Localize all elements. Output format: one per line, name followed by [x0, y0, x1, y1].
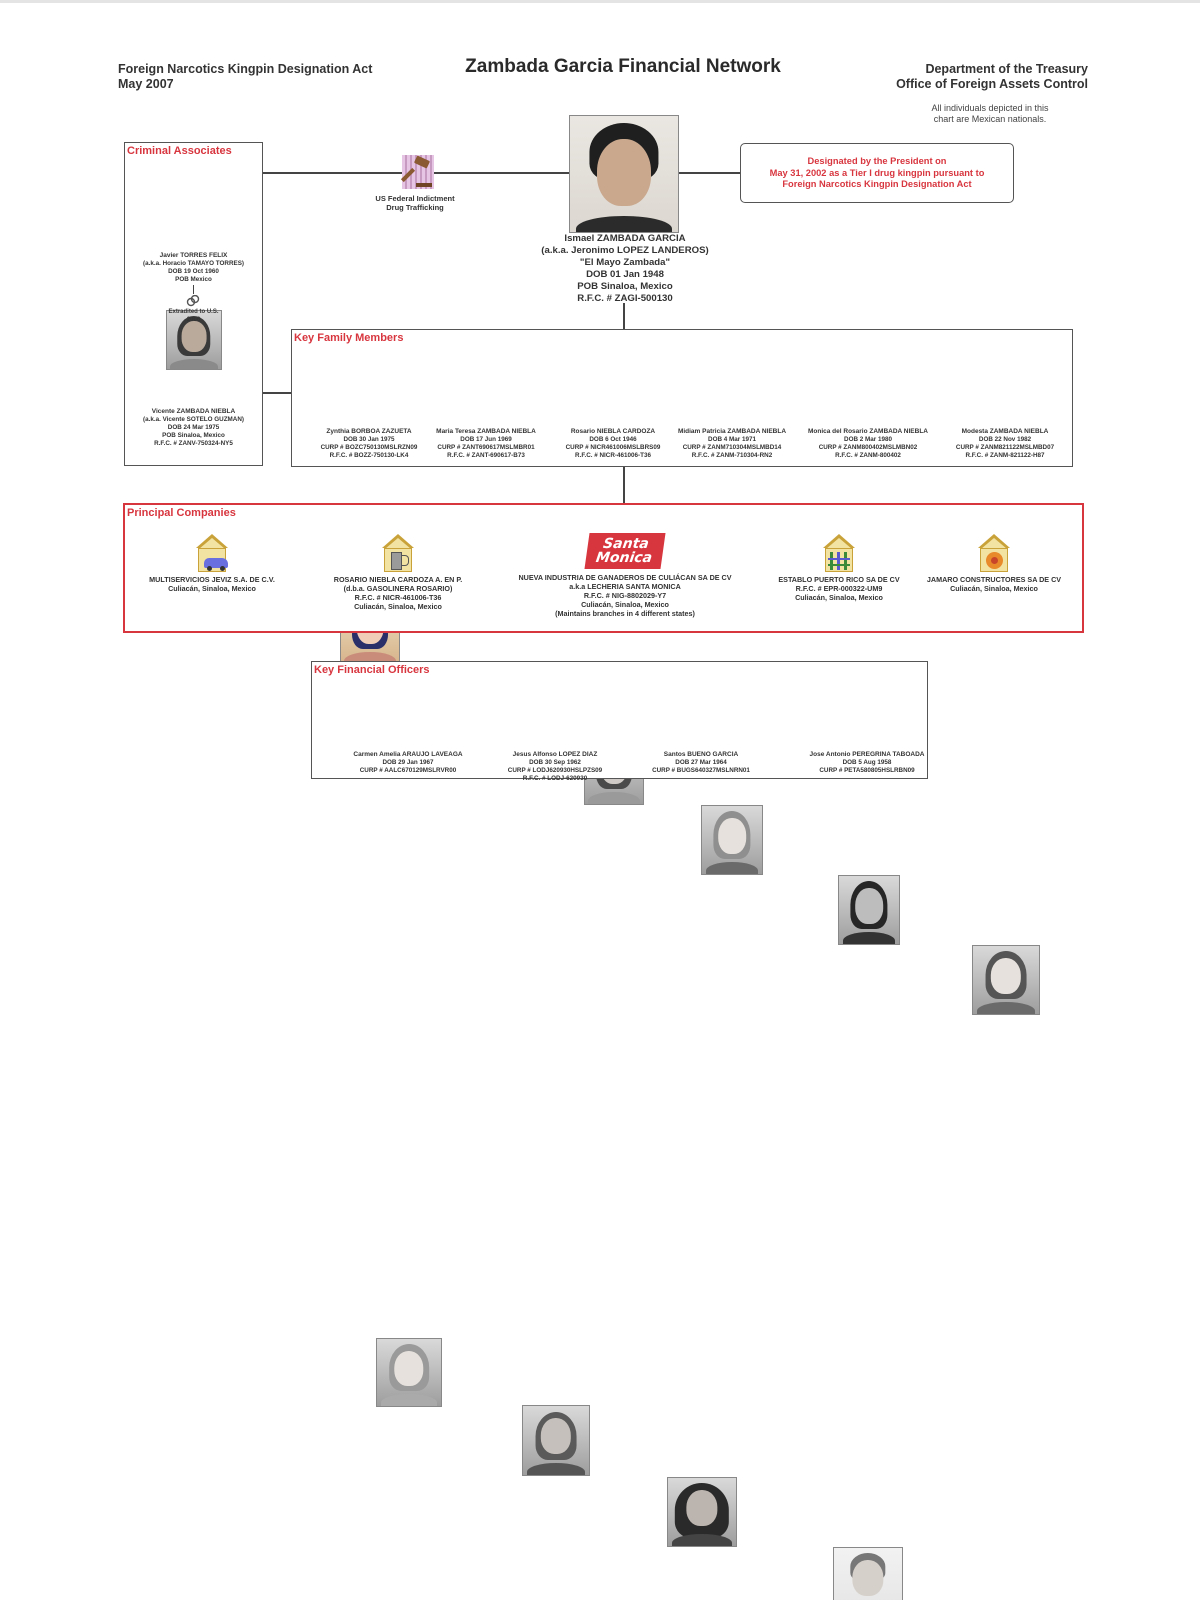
companies-section-label: Principal Companies	[127, 507, 236, 519]
santa-monica-logo	[584, 533, 665, 569]
family-member-dob: DOB 17 Jun 1969	[460, 436, 512, 443]
connector-main-to-designation	[678, 172, 740, 174]
company-name: ROSARIO NIEBLA CARDOZA A. EN P.	[333, 575, 463, 584]
company-rfc: R.F.C. # NICR-461006-T36	[354, 593, 442, 602]
family-member-rfc: R.F.C. # NICR-461006-T36	[575, 452, 651, 459]
family-member-card	[943, 428, 1067, 460]
indictment-line1: US Federal Indictment	[375, 194, 455, 203]
company-card	[316, 534, 480, 611]
associate-name: Vicente ZAMBADA NIEBLA	[151, 408, 236, 415]
main-person-name: Ismael ZAMBADA GARCIA	[564, 233, 686, 244]
extradition-year: 2006	[186, 317, 201, 323]
associate-dob: DOB 24 Mar 1975	[167, 424, 220, 431]
act-name: Foreign Narcotics Kingpin Designation Act	[118, 62, 373, 76]
officer-name: Carmen Amelia ARAUJO LAVEAGA	[353, 751, 463, 758]
construction-icon	[978, 534, 1010, 572]
company-card	[768, 534, 910, 602]
officer-card	[636, 751, 766, 775]
designation-box	[740, 143, 1014, 203]
family-member-rfc: R.F.C. # ZANM-800402	[835, 452, 901, 459]
company-location: Culiacán, Sinaloa, Mexico	[168, 584, 256, 593]
logo-line2: Monica	[594, 550, 654, 566]
officer-dob: DOB 27 Mar 1964	[675, 759, 727, 766]
family-member-dob: DOB 2 Mar 1980	[844, 436, 892, 443]
nationality-note	[915, 103, 1065, 125]
officer-dob: DOB 29 Jan 1967	[382, 759, 434, 766]
family-member-curp: CURP # NICR461006MSLBRS09	[565, 444, 661, 451]
designation-line2: May 31, 2002 as a Tier I drug kingpin pursuant to	[769, 167, 985, 178]
family-member-card	[553, 428, 673, 460]
family-member-name: Modesta ZAMBADA NIEBLA	[961, 428, 1049, 435]
company-name: NUEVA INDUSTRIA DE GANADEROS DE CULIÁCAN SA DE CV	[518, 573, 732, 582]
family-member-curp: CURP # ZANM821122MSLMBD07	[955, 444, 1055, 451]
indictment-gavel-icon	[400, 153, 436, 191]
main-person-aka: (a.k.a. Jeronimo LOPEZ LANDEROS)	[541, 245, 709, 256]
family-member-card	[309, 428, 429, 460]
family-member-name: Zynthia BORBOA ZAZUETA	[326, 428, 412, 435]
family-member-rfc: R.F.C. # ZANT-690617-B73	[447, 452, 525, 459]
designation-line3: Foreign Narcotics Kingpin Designation Act	[782, 179, 972, 189]
family-member-photo	[972, 945, 1040, 1015]
officer-dob: DOB 5 Aug 1958	[842, 759, 892, 766]
extradition-line1: Extradited to U.S.	[168, 309, 219, 315]
officer-name: Jesus Alfonso LOPEZ DIAZ	[512, 751, 598, 758]
family-member-dob: DOB 6 Oct 1946	[589, 436, 637, 443]
top-edge	[0, 0, 1200, 3]
officer-photo	[522, 1405, 590, 1476]
family-member-dob: DOB 22 Nov 1982	[978, 436, 1032, 443]
family-member-rfc: R.F.C. # BOZZ-750130-LK4	[329, 452, 409, 459]
company-dba: (d.b.a. GASOLINERA ROSARIO)	[343, 584, 453, 593]
associate-pob: POB Sinaloa, Mexico	[162, 432, 225, 439]
agency-office: Office of Foreign Assets Control	[896, 77, 1088, 91]
associate-extradition-connector	[193, 285, 194, 294]
family-member-card	[803, 428, 933, 460]
company-name: MULTISERVICIOS JEVIZ S.A. DE C.V.	[149, 575, 275, 584]
chart-title: Zambada Garcia Financial Network	[465, 56, 781, 77]
connector-main-to-family	[623, 303, 625, 330]
associate-extradition	[126, 308, 261, 324]
family-section-label: Key Family Members	[294, 332, 404, 344]
associate-card	[126, 252, 261, 284]
officer-photo	[376, 1338, 442, 1407]
company-location: Culiacán, Sinaloa, Mexico	[950, 584, 1038, 593]
associate-card	[126, 408, 261, 448]
agency-department: Department of the Treasury	[925, 62, 1088, 76]
nationality-note-line2: chart are Mexican nationals.	[933, 114, 1047, 124]
associate-aka: (a.k.a. Vicente SOTELO GUZMAN)	[142, 416, 244, 423]
officer-photo	[667, 1477, 737, 1547]
company-location: Culiacán, Sinaloa, Mexico	[581, 600, 669, 609]
family-member-name: Maria Teresa ZAMBADA NIEBLA	[436, 428, 536, 435]
criminal-associates-label: Criminal Associates	[127, 145, 232, 157]
company-card	[128, 534, 296, 593]
company-location: Culiacán, Sinaloa, Mexico	[354, 602, 442, 611]
family-member-dob: DOB 30 Jan 1975	[343, 436, 395, 443]
family-member-rfc: R.F.C. # ZANM-710304-RN2	[691, 452, 773, 459]
main-person-dob: DOB 01 Jan 1948	[586, 269, 664, 280]
designation-line1: Designated by the President on	[807, 156, 947, 166]
company-aka: a.k.a LECHERIA SANTA MONICA	[569, 582, 681, 591]
indictment-label	[360, 194, 470, 212]
connector-associate2-to-family	[262, 392, 292, 394]
officer-photo	[833, 1547, 903, 1600]
officer-curp: CURP # PETA580805HSLRBN09	[819, 767, 915, 774]
company-location: Culiacán, Sinaloa, Mexico	[795, 593, 883, 602]
main-person-pob: POB Sinaloa, Mexico	[577, 281, 673, 292]
company-name: ESTABLO PUERTO RICO SA DE CV	[778, 575, 900, 584]
officer-card	[797, 751, 937, 775]
family-member-curp: CURP # ZANM800402MSLMBN02	[818, 444, 918, 451]
officer-curp: CURP # LODJ620930HSLPZS09	[507, 767, 603, 774]
family-member-curp: CURP # ZANM710304MSLMBD14	[682, 444, 782, 451]
associate-pob: POB Mexico	[175, 276, 212, 283]
associate-rfc: R.F.C. # ZANV-750324-NY5	[154, 440, 233, 447]
associate-aka: (a.k.a. Horacio TAMAYO TORRES)	[142, 260, 244, 267]
company-card	[918, 534, 1070, 593]
company-name: JAMARO CONSTRUCTORES SA DE CV	[926, 575, 1062, 584]
main-person-photo	[569, 115, 679, 233]
family-member-photo	[701, 805, 763, 875]
family-member-rfc: R.F.C. # ZANM-821122-H87	[965, 452, 1045, 459]
family-member-curp: CURP # BOZC750130MSLRZN09	[320, 444, 418, 451]
nationality-note-line1: All individuals depicted in this	[931, 103, 1049, 113]
company-rfc: R.F.C. # NIG-8802029-Y7	[583, 591, 667, 600]
company-card	[490, 533, 760, 618]
family-member-card	[426, 428, 546, 460]
company-branches: (Maintains branches in 4 different states)	[555, 609, 695, 618]
main-person-details	[515, 233, 735, 305]
gas-station-icon	[382, 534, 414, 572]
family-member-name: Rosario NIEBLA CARDOZA	[570, 428, 656, 435]
family-member-dob: DOB 4 Mar 1971	[708, 436, 756, 443]
officers-section-label: Key Financial Officers	[314, 664, 430, 676]
officer-name: Jose Antonio PEREGRINA TABOADA	[809, 751, 925, 758]
logo-line1: Santa	[602, 536, 650, 552]
family-member-name: Monica del Rosario ZAMBADA NIEBLA	[807, 428, 928, 435]
main-person-rfc: R.F.C. # ZAGI-500130	[577, 293, 673, 304]
officer-dob: DOB 30 Sep 1962	[529, 759, 581, 766]
family-member-photo	[838, 875, 900, 945]
family-member-curp: CURP # ZANT690617MSLMBR01	[437, 444, 535, 451]
family-member-name: Midiam Patricia ZAMBADA NIEBLA	[677, 428, 787, 435]
officer-card	[490, 751, 620, 780]
main-person-nickname: "El Mayo Zambada"	[579, 257, 671, 268]
associate-dob: DOB 19 Oct 1960	[168, 268, 219, 275]
officer-curp: CURP # AALC670129MSLRVR00	[359, 767, 457, 774]
act-date: May 2007	[118, 77, 174, 91]
associate-name: Javier TORRES FELIX	[159, 252, 228, 259]
indictment-line2: Drug Trafficking	[386, 203, 444, 212]
officer-curp: CURP # BUGS640327MSLNRN01	[652, 767, 750, 774]
ranch-fence-icon	[823, 534, 855, 572]
family-member-card	[672, 428, 792, 460]
officer-rfc: R.F.C. # LODJ-620930	[522, 775, 588, 780]
agency-heading	[896, 62, 1088, 92]
officer-card	[343, 751, 473, 775]
officer-name: Santos BUENO GARCIA	[663, 751, 739, 758]
car-garage-icon	[196, 534, 228, 572]
handcuffs-icon	[186, 294, 200, 306]
company-rfc: R.F.C. # EPR-000322-UM9	[795, 584, 883, 593]
